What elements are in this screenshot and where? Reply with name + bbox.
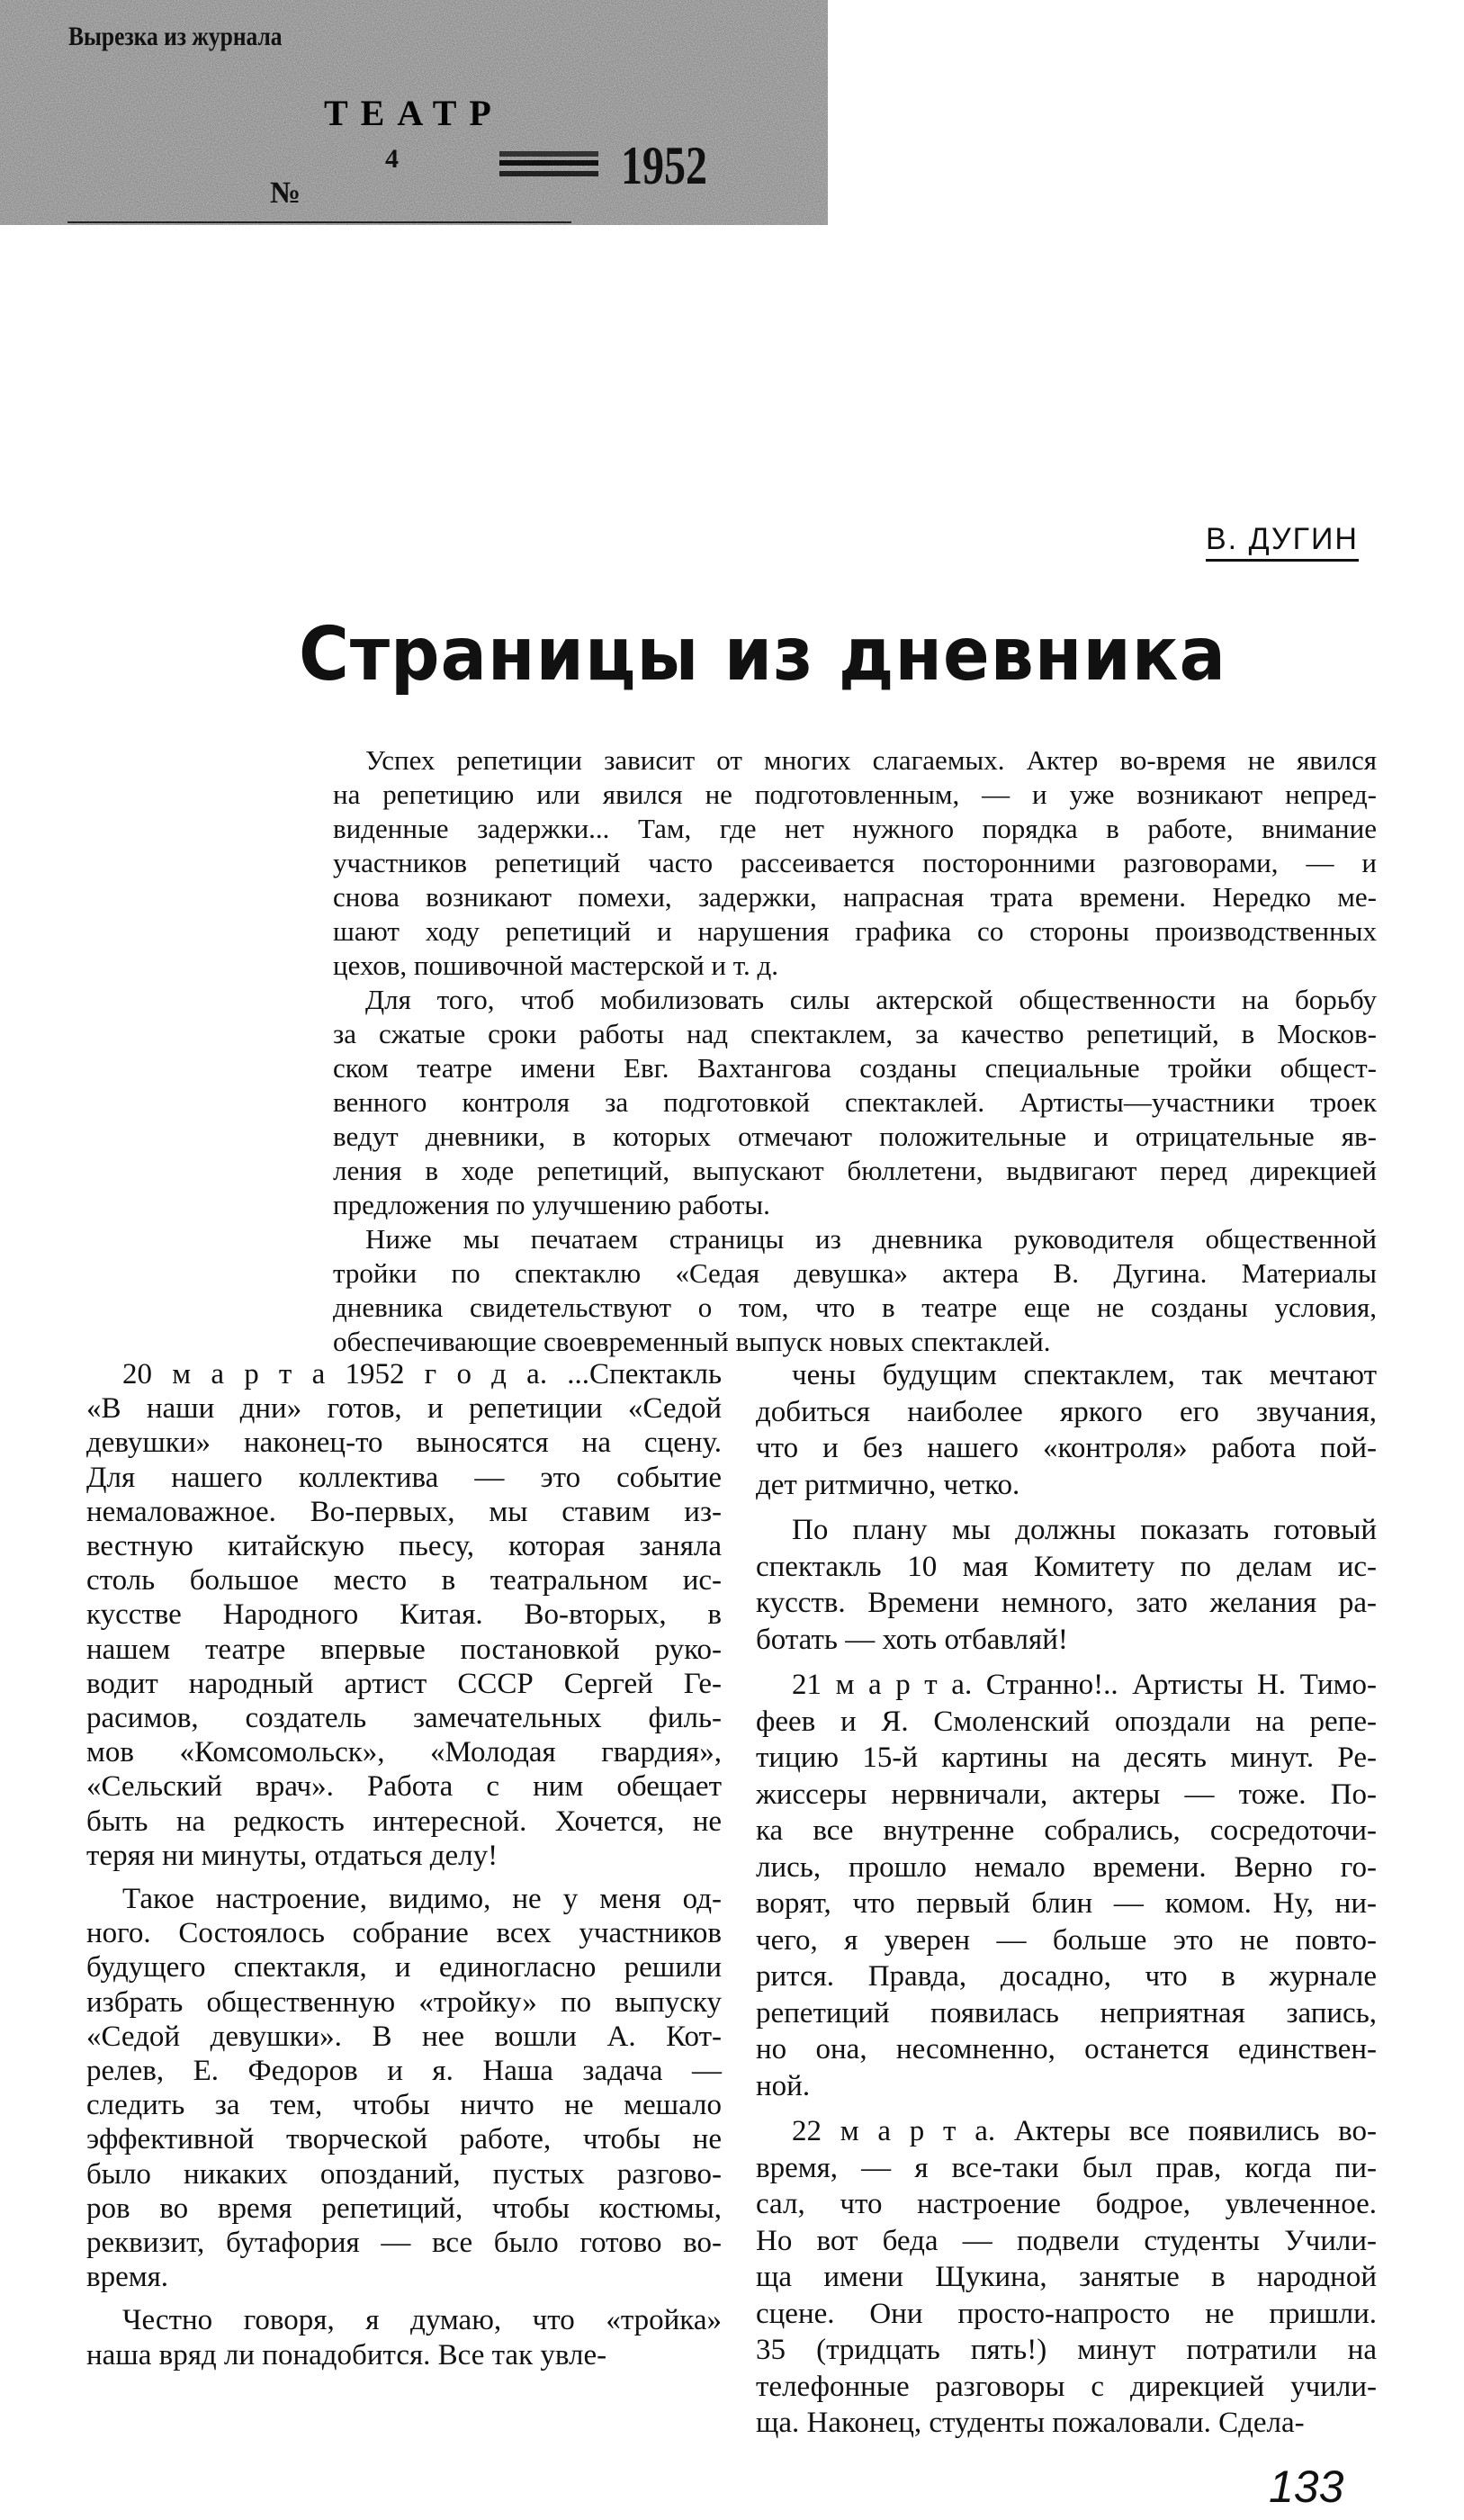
article-title: Страницы из дневника [299, 612, 1226, 698]
text-line: сал, что настроение бодрое, увлеченное. [756, 2188, 1377, 2220]
text-line: предложения по улучшению работы. [333, 1189, 770, 1220]
paragraph [86, 1357, 722, 1873]
text-line: водит народный артист СССР Сергей Ге- [86, 1667, 722, 1700]
text-line: но она, несомненно, останется единствен- [756, 2033, 1377, 2066]
text-line: ной. [756, 2069, 811, 2102]
text-line: избрать общественную «тройку» по выпуску [86, 1985, 722, 2019]
text-line: время. [86, 2261, 169, 2294]
text-line: ного. Состоялось собрание всех участников [86, 1917, 722, 1950]
text-line: эффективной творческой работе, чтобы не [86, 2123, 722, 2156]
stamp-divider [67, 221, 571, 223]
text-line: ведут дневники, в которых отмечают положительные и отрицательные яв- [333, 1120, 1377, 1152]
text-line: дет ритмично, четко. [756, 1468, 1020, 1501]
text-line: ка все внутренне собрались, сосредоточи- [756, 1814, 1377, 1847]
text-line: Но вот беда — подвели студенты Учили- [756, 2224, 1377, 2257]
text-line: время, — я все-таки был прав, когда пи- [756, 2151, 1377, 2184]
paragraph [756, 1357, 1377, 1503]
paragraph [333, 983, 1377, 1222]
text-line: что и без нашего «контроля» работа пой- [756, 1432, 1377, 1464]
paragraph [333, 1222, 1377, 1359]
text-line: ща. Наконец, студенты пожаловали. Сдела- [756, 2407, 1305, 2439]
text-line: ворят, что первый блин — комом. Ну, ни- [756, 1887, 1377, 1920]
text-line: сцене. Они просто-напросто не пришли. [756, 2297, 1377, 2330]
text-line: спектакль 10 мая Комитету по делам ис- [756, 1550, 1377, 1583]
text-line: чены будущим спектаклем, так мечтают [792, 1359, 1377, 1391]
text-line: цехов, пошивочной мастерской и т. д. [333, 950, 778, 981]
text-line: 20 м а р т а 1952 г о д а. ...Спектакль [122, 1358, 722, 1390]
text-line: реквизит, бутафория — все было готово во- [86, 2227, 722, 2260]
paragraph [756, 1667, 1377, 2104]
text-line: добиться наиболее яркого его звучания, [756, 1395, 1377, 1428]
text-line: «Седой девушки». В нее вошли А. Кот- [86, 2020, 722, 2053]
text-line: феев и Я. Смоленский опоздали на репе- [756, 1705, 1377, 1738]
issue-year: 1952 [621, 136, 707, 195]
text-line: 35 (тридцать пять!) минут потратили на [756, 2334, 1377, 2366]
text-line: мов «Комсомольск», «Молодая гвардия», [86, 1736, 722, 1769]
text-line: снова возникают помехи, задержки, напрасная трата времени. Нередко ме- [333, 881, 1377, 913]
page-number: 133 [1269, 2462, 1344, 2512]
text-line: 22 м а р т а. Актеры все появились во- [792, 2115, 1377, 2147]
text-line: дневника свидетельствуют о том, что в театре еще не созданы условия, [333, 1292, 1377, 1323]
text-line: ров во время репетиций, чтобы костюмы, [86, 2192, 722, 2225]
text-line: шают ходу репетиций и нарушения графика со стороны производственных [333, 915, 1377, 947]
text-line: По плану мы должны показать готовый [792, 1514, 1377, 1546]
text-line: на репетицию или явился не подготовленным, — и уже возникают непред- [333, 778, 1377, 810]
text-line: было никаких опозданий, пустых разгово- [86, 2157, 722, 2191]
text-line: кусств. Времени немного, зато желания ра- [756, 1587, 1377, 1619]
text-line: лись, прошло немало времени. Верно го- [756, 1850, 1377, 1884]
text-line: нашем театре впервые постановкой руко- [86, 1633, 722, 1666]
paragraph [86, 2303, 722, 2372]
clipping-source-label: Вырезка из журнала [68, 22, 283, 51]
struck-out-mark [499, 160, 598, 166]
text-line: венного контроля за подготовкой спектаклей. Артисты—участники троек [333, 1086, 1377, 1118]
clipping-stamp [0, 0, 828, 225]
text-line: Честно говоря, я думаю, что «тройка» [122, 2304, 722, 2337]
text-line: Ниже мы печатаем страницы из дневника руководителя общественной [365, 1223, 1377, 1255]
text-line: репетиций появилась неприятная запись, [756, 1996, 1377, 2030]
text-line: телефонные разговоры с дирекцией учили- [756, 2370, 1377, 2403]
paragraph [756, 1512, 1377, 1658]
text-line: виденные задержки... Там, где нет нужного порядка в работе, внимание [333, 813, 1377, 844]
text-line: следить за тем, чтобы ничто не мешало [86, 2089, 722, 2122]
number-sign: № [270, 176, 301, 210]
right-column [756, 1357, 1377, 2442]
text-line: расимов, создатель замечательных филь- [86, 1702, 722, 1735]
text-line: ща имени Щукина, занятые в народной [756, 2261, 1377, 2293]
text-line: кусстве Народного Китая. Во-вторых, в [86, 1598, 722, 1632]
text-line: будущего спектакля, и единогласно решили [86, 1951, 722, 1984]
paragraph [86, 1882, 722, 2294]
text-line: вестную китайскую пьесу, которая заняла [86, 1530, 722, 1563]
text-line: релев, Е. Федоров и я. Наша задача — [86, 2055, 722, 2088]
text-line: быть на редкость интересной. Хочется, не [86, 1804, 722, 1838]
journal-name: ТЕАТР [324, 93, 504, 133]
text-line: наша вряд ли понадобится. Все так увле- [86, 2338, 607, 2372]
text-line: Успех репетиции зависит от многих слагаемых. Актер во-время не явился [365, 744, 1377, 776]
text-line: Для того, чтоб мобилизовать силы актерской общественности на борьбу [365, 984, 1377, 1015]
text-line: Такое настроение, видимо, не у меня од- [122, 1883, 722, 1916]
issue-number: 4 [385, 144, 399, 174]
paragraph [333, 743, 1377, 983]
text-line: немаловажное. Во-первых, мы ставим из- [86, 1495, 722, 1528]
text-line: обеспечивающие своевременный выпуск новых спектаклей. [333, 1326, 1051, 1357]
text-line: ботать — хоть отбавляй! [756, 1623, 1068, 1656]
text-line: «В наши дни» готов, и репетиции «Седой [86, 1392, 722, 1426]
text-line: ления в ходе репетиций, выпускают бюллетени, выдвигают перед дирекцией [333, 1155, 1377, 1186]
article-lead [333, 743, 1377, 1359]
text-line: ском театре имени Евг. Вахтангова созданы специальные тройки общест- [333, 1052, 1377, 1084]
text-line: участников репетиций часто рассеивается посторонними разговорами, — и [333, 847, 1377, 878]
text-line: тицию 15-й картины на десять минут. Ре- [756, 1742, 1377, 1774]
text-line: рится. Правда, досадно, что в журнале [756, 1960, 1377, 1993]
text-line: столь большое место в театральном ис- [86, 1564, 722, 1598]
text-line: жиссеры нервничали, актеры — тоже. По- [756, 1778, 1377, 1811]
text-line: чего, я уверен — больше это не повто- [756, 1923, 1377, 1957]
article-author: В. ДУГИН [1206, 522, 1359, 562]
left-column [86, 1357, 722, 2372]
text-line: 21 м а р т а. Странно!.. Артисты Н. Тимо- [792, 1669, 1377, 1701]
text-line: «Сельский врач». Работа с ним обещает [86, 1770, 722, 1804]
paragraph [756, 2113, 1377, 2442]
text-line: за сжатые сроки работы над спектаклем, за качество репетиций, в Москов- [333, 1018, 1377, 1049]
text-line: девушки» наконец-то выносятся на сцену. [86, 1426, 722, 1460]
text-line: теряя ни минуты, отдаться делу! [86, 1839, 498, 1872]
text-line: тройки по спектаклю «Седая девушка» актера В. Дугина. Материалы [333, 1257, 1377, 1289]
text-line: Для нашего коллектива — это событие [86, 1461, 722, 1494]
